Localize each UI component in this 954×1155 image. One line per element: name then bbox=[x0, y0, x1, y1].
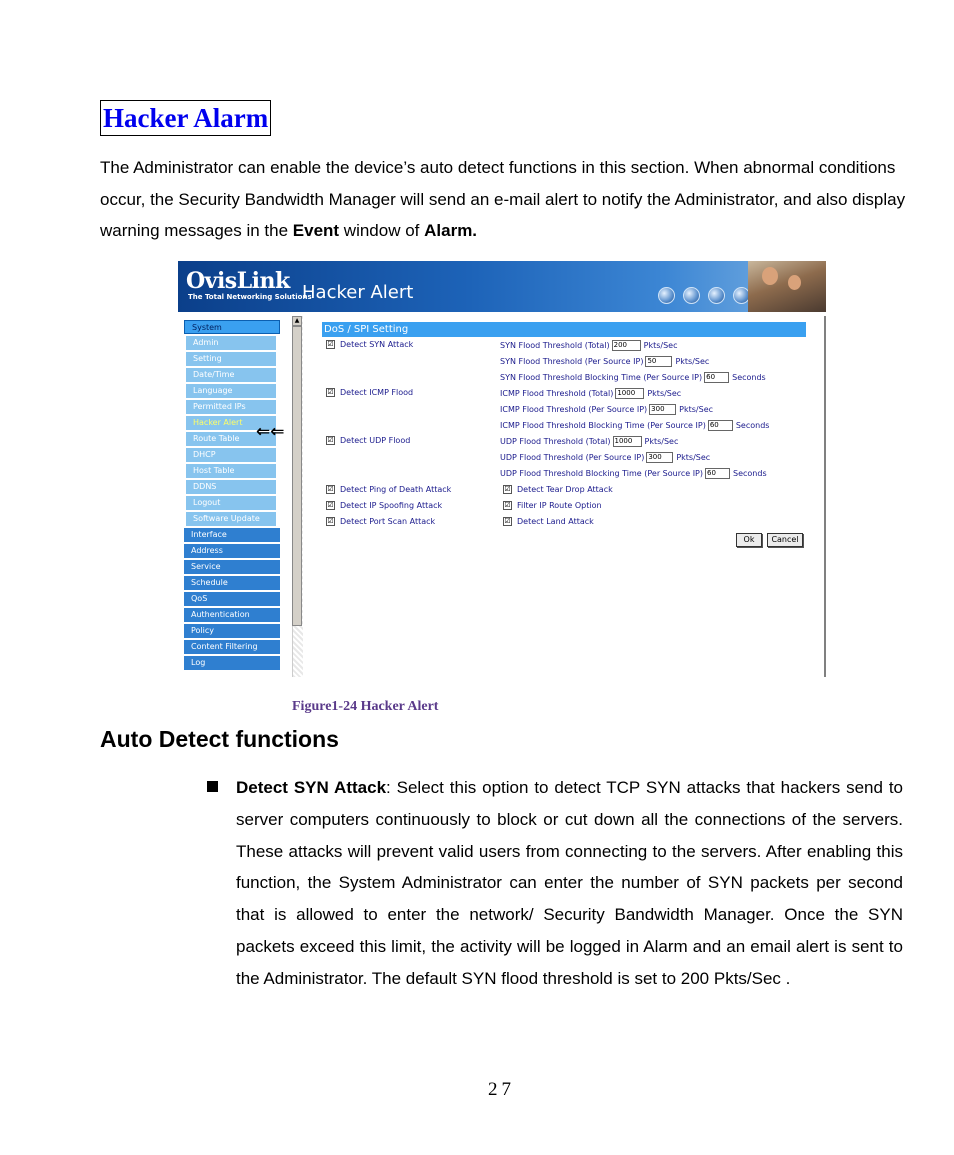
square-bullet-icon bbox=[207, 781, 218, 792]
page-title: Hacker Alarm bbox=[103, 103, 269, 133]
dos-spi-setting-header: DoS / SPI Setting bbox=[322, 322, 806, 337]
page-title-box bbox=[100, 100, 271, 136]
intro-text-1: The Administrator can enable the device’s auto detect functions in this section. When abnormal conditions occur, the Security Bandwidth Manager will send an e-mail alert to notify the Administrator, and also display warning messages in the bbox=[100, 158, 906, 240]
intro-bold-alarm: Alarm. bbox=[424, 221, 478, 240]
icmp-total-input[interactable]: 1000 bbox=[615, 388, 644, 399]
syn-block-row bbox=[500, 372, 766, 383]
udp-block-label: UDP Flood Threshold Blocking Time (Per Source IP) bbox=[500, 469, 703, 478]
detect-icmp-row bbox=[326, 388, 413, 397]
detect-land-row bbox=[503, 517, 594, 526]
menu-item-interface[interactable]: Interface bbox=[184, 528, 280, 542]
globe-icon bbox=[658, 287, 675, 304]
udp-block-row bbox=[500, 468, 767, 479]
menu-item-qos[interactable]: QoS bbox=[184, 592, 280, 606]
photo-person-icon bbox=[762, 267, 778, 285]
syn-block-label: SYN Flood Threshold Blocking Time (Per Source IP) bbox=[500, 373, 703, 382]
figure-header bbox=[178, 261, 826, 312]
udp-total-input[interactable]: 1000 bbox=[613, 436, 642, 447]
icmp-total-label: ICMP Flood Threshold (Total) bbox=[500, 389, 614, 398]
menu-item-software-update[interactable]: Software Update bbox=[186, 512, 276, 526]
syn-total-unit: Pkts/Sec bbox=[643, 341, 678, 350]
menu-item-policy[interactable]: Policy bbox=[184, 624, 280, 638]
icmp-block-label: ICMP Flood Threshold Blocking Time (Per Source IP) bbox=[500, 421, 706, 430]
detect-icmp-label: Detect ICMP Flood bbox=[340, 388, 414, 397]
detect-ipspoof-label: Detect IP Spoofing Attack bbox=[340, 501, 443, 510]
icmp-per-row bbox=[500, 404, 713, 415]
scroll-up-arrow-icon[interactable]: ▲ bbox=[292, 316, 302, 326]
syn-per-unit: Pkts/Sec bbox=[675, 357, 710, 366]
page-number: 27 bbox=[488, 1079, 515, 1100]
bullet-body: : Select this option to detect TCP SYN attacks that hackers send to server computers continuously to block or cut down all the connections of the servers. These attacks will prevent valid users from connecting to the servers. After enabling this function, the System Administrator can enter the number of SYN packets per second that is allowed to enter the network/ Security Bandwidth Manager. Once the SYN packets exceed this limit, the activity will be logged in Alarm and an email alert is sent to the Administrator. The default SYN flood threshold is set to 200 Pkts/Sec . bbox=[236, 778, 904, 988]
ovislink-logo: OvisLink bbox=[186, 268, 290, 294]
detect-udp-checkbox[interactable]: ☑ bbox=[327, 436, 334, 444]
menu-item-setting[interactable]: Setting bbox=[186, 352, 276, 366]
content-border bbox=[824, 316, 826, 677]
detect-ping-row bbox=[326, 485, 451, 494]
detect-ipspoof-checkbox[interactable]: ☑ bbox=[327, 501, 334, 509]
menu-item-permitted-ips[interactable]: Permitted IPs bbox=[186, 400, 276, 414]
detect-ping-checkbox[interactable]: ☑ bbox=[327, 485, 334, 493]
menu-item-route-table[interactable]: Route Table bbox=[186, 432, 276, 446]
icmp-block-input[interactable]: 60 bbox=[708, 420, 733, 431]
menu-item-language[interactable]: Language bbox=[186, 384, 276, 398]
ok-button[interactable]: Ok bbox=[736, 533, 762, 547]
globe-icon bbox=[708, 287, 725, 304]
udp-total-row bbox=[500, 436, 678, 447]
globe-icons bbox=[658, 287, 758, 308]
icmp-per-label: ICMP Flood Threshold (Per Source IP) bbox=[500, 405, 648, 414]
syn-block-input[interactable]: 60 bbox=[704, 372, 729, 383]
globe-icon bbox=[683, 287, 700, 304]
syn-total-input[interactable]: 200 bbox=[612, 340, 641, 351]
menu-item-content-filtering[interactable]: Content Filtering bbox=[184, 640, 280, 654]
detect-teardrop-label: Detect Tear Drop Attack bbox=[517, 485, 613, 494]
syn-per-row bbox=[500, 356, 709, 367]
syn-per-label: SYN Flood Threshold (Per Source IP) bbox=[500, 357, 644, 366]
syn-block-unit: Seconds bbox=[732, 373, 766, 382]
filter-ip-route-label: Filter IP Route Option bbox=[517, 501, 602, 510]
detect-icmp-checkbox[interactable]: ☑ bbox=[327, 388, 334, 396]
bullet-title: Detect SYN Attack bbox=[236, 778, 387, 797]
detect-teardrop-row bbox=[503, 485, 613, 494]
udp-per-unit: Pkts/Sec bbox=[676, 453, 711, 462]
detect-land-checkbox[interactable]: ☑ bbox=[504, 517, 511, 525]
udp-per-row bbox=[500, 452, 710, 463]
detect-land-label: Detect Land Attack bbox=[517, 517, 594, 526]
icmp-total-row bbox=[500, 388, 681, 399]
hacker-alert-screenshot bbox=[178, 261, 826, 677]
icmp-block-row bbox=[500, 420, 769, 431]
filter-ip-route-checkbox[interactable]: ☑ bbox=[504, 501, 511, 509]
menu-item-ddns[interactable]: DDNS bbox=[186, 480, 276, 494]
detect-ping-label: Detect Ping of Death Attack bbox=[340, 485, 452, 494]
detect-portscan-label: Detect Port Scan Attack bbox=[340, 517, 436, 526]
menu-item-hacker-alert[interactable]: Hacker Alert bbox=[186, 416, 276, 430]
detect-teardrop-checkbox[interactable]: ☑ bbox=[504, 485, 511, 493]
detect-syn-label: Detect SYN Attack bbox=[340, 340, 414, 349]
cancel-button[interactable]: Cancel bbox=[767, 533, 803, 547]
detect-syn-row bbox=[326, 340, 413, 349]
detect-udp-label: Detect UDP Flood bbox=[340, 436, 411, 445]
figure-caption: Figure1-24 Hacker Alert bbox=[292, 699, 439, 714]
syn-per-input[interactable]: 50 bbox=[645, 356, 672, 367]
udp-per-input[interactable]: 300 bbox=[646, 452, 673, 463]
menu-item-schedule[interactable]: Schedule bbox=[184, 576, 280, 590]
menu-item-system[interactable]: System bbox=[184, 320, 280, 334]
detect-portscan-row bbox=[326, 517, 435, 526]
double-left-arrow-icon: ⇐⇐ bbox=[256, 422, 285, 442]
menu-item-admin[interactable]: Admin bbox=[186, 336, 276, 350]
scrollbar-thumb[interactable] bbox=[292, 326, 302, 626]
filter-ip-route-row bbox=[503, 501, 602, 510]
logo-tagline: The Total Networking Solutions bbox=[188, 293, 312, 301]
syn-total-label: SYN Flood Threshold (Total) bbox=[500, 341, 610, 350]
bullet-detect-syn bbox=[236, 772, 903, 995]
menu-item-log[interactable]: Log bbox=[184, 656, 280, 670]
detect-portscan-checkbox[interactable]: ☑ bbox=[327, 517, 334, 525]
figure-title: Hacker Alert bbox=[302, 282, 414, 303]
menu-item-logout[interactable]: Logout bbox=[186, 496, 276, 510]
intro-text-2: window of bbox=[339, 221, 425, 240]
detect-ipspoof-row bbox=[326, 501, 442, 510]
menu-item-date-time[interactable]: Date/Time bbox=[186, 368, 276, 382]
intro-paragraph bbox=[100, 152, 910, 247]
icmp-block-unit: Seconds bbox=[735, 421, 770, 430]
udp-per-label: UDP Flood Threshold (Per Source IP) bbox=[500, 453, 645, 462]
udp-block-unit: Seconds bbox=[733, 469, 767, 478]
menu-item-authentication[interactable]: Authentication bbox=[184, 608, 280, 622]
udp-block-input[interactable]: 60 bbox=[705, 468, 730, 479]
icmp-total-unit: Pkts/Sec bbox=[647, 389, 682, 398]
menu-item-host-table[interactable]: Host Table bbox=[186, 464, 276, 478]
menu-item-service[interactable]: Service bbox=[184, 560, 280, 574]
detect-udp-row bbox=[326, 436, 410, 445]
icmp-per-unit: Pkts/Sec bbox=[679, 405, 714, 414]
detect-syn-checkbox[interactable]: ☑ bbox=[327, 340, 334, 348]
section-heading: Auto Detect functions bbox=[100, 726, 339, 752]
photo-person-icon bbox=[788, 275, 801, 290]
icmp-per-input[interactable]: 300 bbox=[649, 404, 676, 415]
intro-bold-event: Event bbox=[292, 221, 340, 240]
header-photo bbox=[748, 261, 826, 312]
side-menu bbox=[184, 320, 280, 672]
menu-item-dhcp[interactable]: DHCP bbox=[186, 448, 276, 462]
udp-total-unit: Pkts/Sec bbox=[644, 437, 679, 446]
udp-total-label: UDP Flood Threshold (Total) bbox=[500, 437, 611, 446]
syn-total-row bbox=[500, 340, 677, 351]
menu-item-address[interactable]: Address bbox=[184, 544, 280, 558]
